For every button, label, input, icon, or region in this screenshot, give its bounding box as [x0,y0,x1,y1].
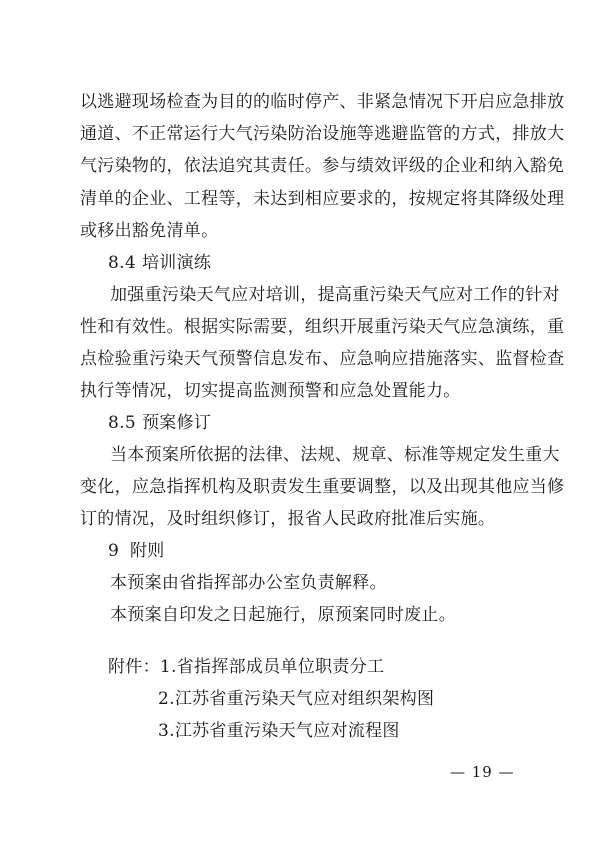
paragraph-line: 变化，应急指挥机构及职责发生重要调整，以及出现其他应当修 [80,477,565,497]
paragraph-line: 当本预案所依据的法律、法规、规章、标准等规定发生重大 [110,445,560,465]
paragraph-line: 订的情况，及时组织修订，报省人民政府批准后实施。 [80,509,496,529]
section-number: 8.4 [108,253,136,273]
section-heading-9 [108,541,165,561]
attachment-title: 1.省指挥部成员单位职责分工 [159,657,385,677]
section-title: 附则 [130,541,165,561]
paragraph-line: 气污染物的，依法追究其责任。参与绩效评级的企业和纳入豁免 [80,156,565,176]
attachment-item-3: 3.江苏省重污染天气应对流程图 [158,721,400,741]
paragraph-line: 执行等情况，切实提高监测预警和应急处置能力。 [80,381,461,401]
section-heading-8-5 [108,413,211,433]
attachment-item-2: 2.江苏省重污染天气应对组织架构图 [158,689,435,709]
paragraph-line: 本预案由省指挥部办公室负责解释。 [110,573,387,593]
section-number: 8.5 [108,413,136,433]
attachments-label: 附件： [108,657,160,677]
paragraph-line: 通道、不正常运行大气污染防治设施等逃避监管的方式，排放大 [80,124,565,144]
paragraph-line: 清单的企业、工程等，未达到相应要求的，按规定将其降级处理 [80,189,565,209]
section-number: 9 [108,541,120,561]
section-title: 预案修订 [142,413,212,433]
paragraph-line: 性和有效性。根据实际需要，组织开展重污染天气应急演练，重 [80,317,565,337]
attachment-item-1 [108,657,384,677]
page-number: — 19 — [450,763,515,781]
section-heading-8-4 [108,253,211,273]
paragraph-line: 加强重污染天气应对培训，提高重污染天气应对工作的针对 [110,285,560,305]
paragraph-line: 以逃避现场检查为目的的临时停产、非紧急情况下开启应急排放 [80,92,565,112]
paragraph-line: 或移出豁免清单。 [80,221,219,241]
paragraph-line: 本预案自印发之日起施行，原预案同时废止。 [110,605,456,625]
paragraph-line: 点检验重污染天气预警信息发布、应急响应措施落实、监督检查 [80,349,565,369]
section-title: 培训演练 [142,253,212,273]
